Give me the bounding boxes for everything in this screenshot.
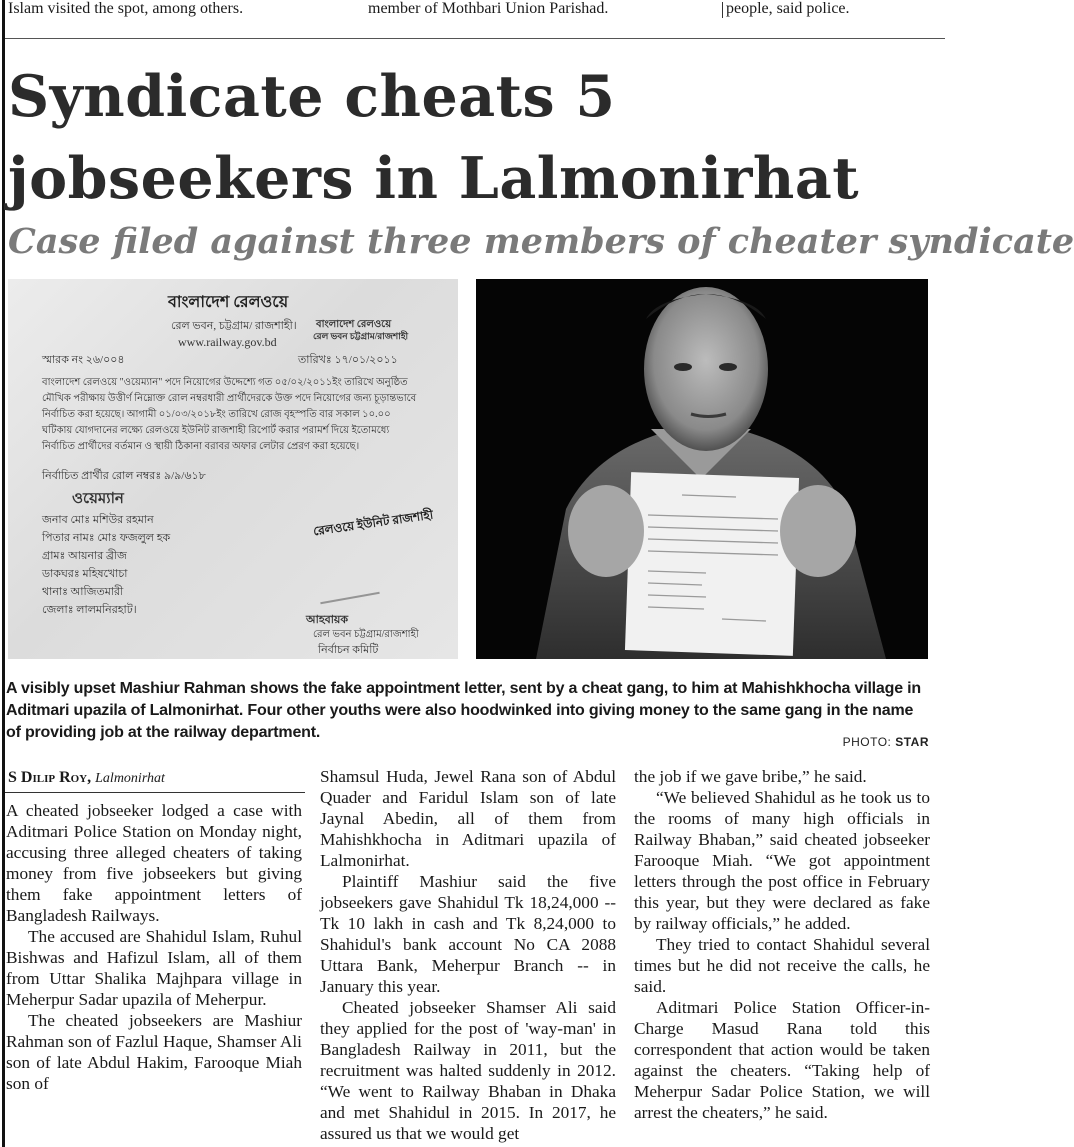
letter-name: জনাব মোঃ মশিউর রহমান — [42, 514, 154, 526]
fake-letter-photo — [8, 279, 458, 659]
letter-post-title: ওয়েম্যান — [72, 491, 124, 507]
byline-rule — [5, 792, 305, 793]
letter-memo: স্মারক নং ২৬/০০৪ — [42, 354, 125, 366]
paragraph: Cheated jobseeker Shamser Ali said they applied for the post of 'way-man' in Bangladesh Railway in 2011, but the recruitment was halted suddenly in 2012. “We went to Railway Bhaban in Dhaka and met Shahidul in 2015. In 2017, he assured us that we would get — [320, 998, 616, 1143]
paragraph: “We believed Shahidul as he took us to the rooms of many high officials in Railway Bhaban,” said cheated jobseeker Farooque Miah. “We got appointment letters through the post office in February this year, but they were declared as fake by railway officials,” he added. — [634, 788, 930, 933]
signature-scribble — [320, 592, 379, 604]
paragraph: They tried to contact Shahidul several times but he did not receive the calls, he said. — [634, 935, 930, 996]
letter-signatory-3: নির্বাচন কমিটি — [318, 644, 379, 656]
paragraph: Plaintiff Mashiur said the five jobseekers gave Shahidul Tk 18,24,000 --Tk 10 lakh in cash and Tk 8,24,000 to Shahidul's bank account No CA 2088 Uttara Bank, Meherpur Branch -- in January this year. — [320, 872, 616, 996]
letter-body-line5: নির্বাচিত প্রার্থীদের বর্তমান ও স্থায়ী ঠিকানা বরাবর অফার লেটার প্রেরণ করা হয়েছে। — [42, 441, 360, 452]
letter-body-line3: নির্বাচিত করা হয়েছে। আগামী ০১/০৩/২০১৮ইং তারিখে রোজ বৃহস্পতি বার সকাল ১০.০০ — [42, 409, 391, 420]
photo-credit-label: PHOTO: — [842, 735, 892, 749]
byline-author: S Dilip Roy, — [8, 769, 92, 786]
letter-seal: রেলওয়ে ইউনিট রাজশাহী — [312, 507, 435, 539]
article-column-1 — [6, 800, 302, 1147]
letter-date: তারিখঃ ১৭/০১/২০১১ — [298, 354, 398, 366]
letter-org: বাংলাদেশ রেলওয়ে — [168, 294, 289, 311]
subheadline: Case filed against three members of cheater syndicate — [8, 221, 1074, 262]
article-column-2 — [320, 766, 616, 1147]
paragraph: Aditmari Police Station Officer-in-Charge Masud Rana told this correspondent that action would be taken against the cheaters. “Taking help of Meherpur Sadar Police Station, we will arrest the cheaters,” he said. — [634, 998, 930, 1122]
photo-credit — [843, 735, 929, 749]
letter-village: গ্রামঃ আয়নার ব্রীজ — [42, 550, 127, 562]
previous-story-col3: people, said police. — [726, 0, 850, 17]
letter-signatory-1: আহবায়ক — [306, 614, 349, 626]
paragraph: Shamsul Huda, Jewel Rana son of Abdul Quader and Faridul Islam son of late Jaynal Abedin, all of them from Mahishkhocha in Aditmari upazila of Lalmonirhat. — [320, 767, 616, 870]
letter-corner-stamp-2: রেল ভবন চট্টগ্রাম/রাজশাহী — [313, 331, 409, 341]
letter-roll-number: নির্বাচিত প্রার্থীর রোল নম্বরঃ ৯/৯/৬১৮ — [42, 470, 206, 482]
letter-body-line1: বাংলাদেশ রেলওয়ে "ওয়েম্যান" পদে নিয়োগের উদ্দেশ্যে গত ০৫/০২/২০১১ইং তারিখে অনুষ্ঠিত — [42, 377, 408, 388]
letter-thana: থানাঃ আজিতমারী — [42, 586, 124, 598]
letter-address: রেল ভবন, চট্টগ্রাম/ রাজশাহী। — [171, 320, 297, 332]
letter-website: www.railway.gov.bd — [178, 335, 277, 349]
paragraph: A cheated jobseeker lodged a case with Aditmari Police Station on Monday night, accusing three alleged cheaters of taking money from five jobseekers but giving them fake appointment letters of Bangladesh Railways. — [6, 801, 302, 925]
photo-caption: A visibly upset Mashiur Rahman shows the fake appointment letter, sent by a cheat gang, to him at Mahishkhocha village in Aditmari upazila of Lalmonirhat. Four other youths were also hoodwinked into giving money to the same gang in the name of providing job at the railway department. — [6, 680, 921, 741]
man-illustration — [476, 279, 928, 659]
letter-corner-stamp-1: বাংলাদেশ রেলওয়ে — [316, 319, 392, 330]
previous-story-col1: Islam visited the spot, among others. — [8, 0, 244, 17]
letter-body-line4: ঘটিকায় যোগদানের লক্ষ্যে রেলওয়ে ইউনিট রাজশাহী রিপোর্ট করার পরামর্শ দিয়ে ইতোমধ্যে — [42, 425, 390, 436]
paragraph: The cheated jobseekers are Mashiur Rahman son of Fazlul Haque, Shamser Ali son of late Abdul Hakim, Farooque Miah son of — [6, 1011, 302, 1093]
section-divider — [5, 38, 945, 39]
left-margin-rule — [2, 0, 5, 1147]
paragraph: the job if we gave bribe,” he said. — [634, 767, 867, 786]
byline-place: Lalmonirhat — [95, 771, 165, 786]
headline: Syndicate cheats 5 jobseekers in Lalmonirhat — [8, 63, 860, 212]
column-divider — [722, 2, 723, 18]
man-holding-letter-photo — [476, 279, 928, 659]
paragraph: The accused are Shahidul Islam, Ruhul Bishwas and Hafizul Islam, all of them from Uttar Shalika Majhpara village in Meherpur Sadar upazila of Meherpur. — [6, 927, 302, 1009]
previous-story-strip — [8, 0, 948, 20]
previous-story-col2: member of Mothbari Union Parishad. — [368, 0, 609, 17]
letter-body-line2: মৌখিক পরীক্ষায় উত্তীর্ণ নিম্নোক্ত রোল নম্বরধারী প্রার্থীদেরকে উক্ত পদে নিয়োগের জন্য চূড়ান্তভাবে — [42, 393, 417, 404]
letter-signatory-2: রেল ভবন চট্টগ্রাম/রাজশাহী — [313, 629, 419, 640]
byline — [8, 767, 165, 790]
letter-post-office: ডাকঘরঃ মহিষখোচা — [42, 568, 128, 580]
article-column-3 — [634, 766, 930, 1147]
letter-district: জেলাঃ লালমনিরহাট। — [42, 604, 137, 616]
letter-father: পিতার নামঃ মোঃ ফজলুল হক — [42, 532, 171, 544]
photo-credit-source: STAR — [895, 735, 929, 749]
